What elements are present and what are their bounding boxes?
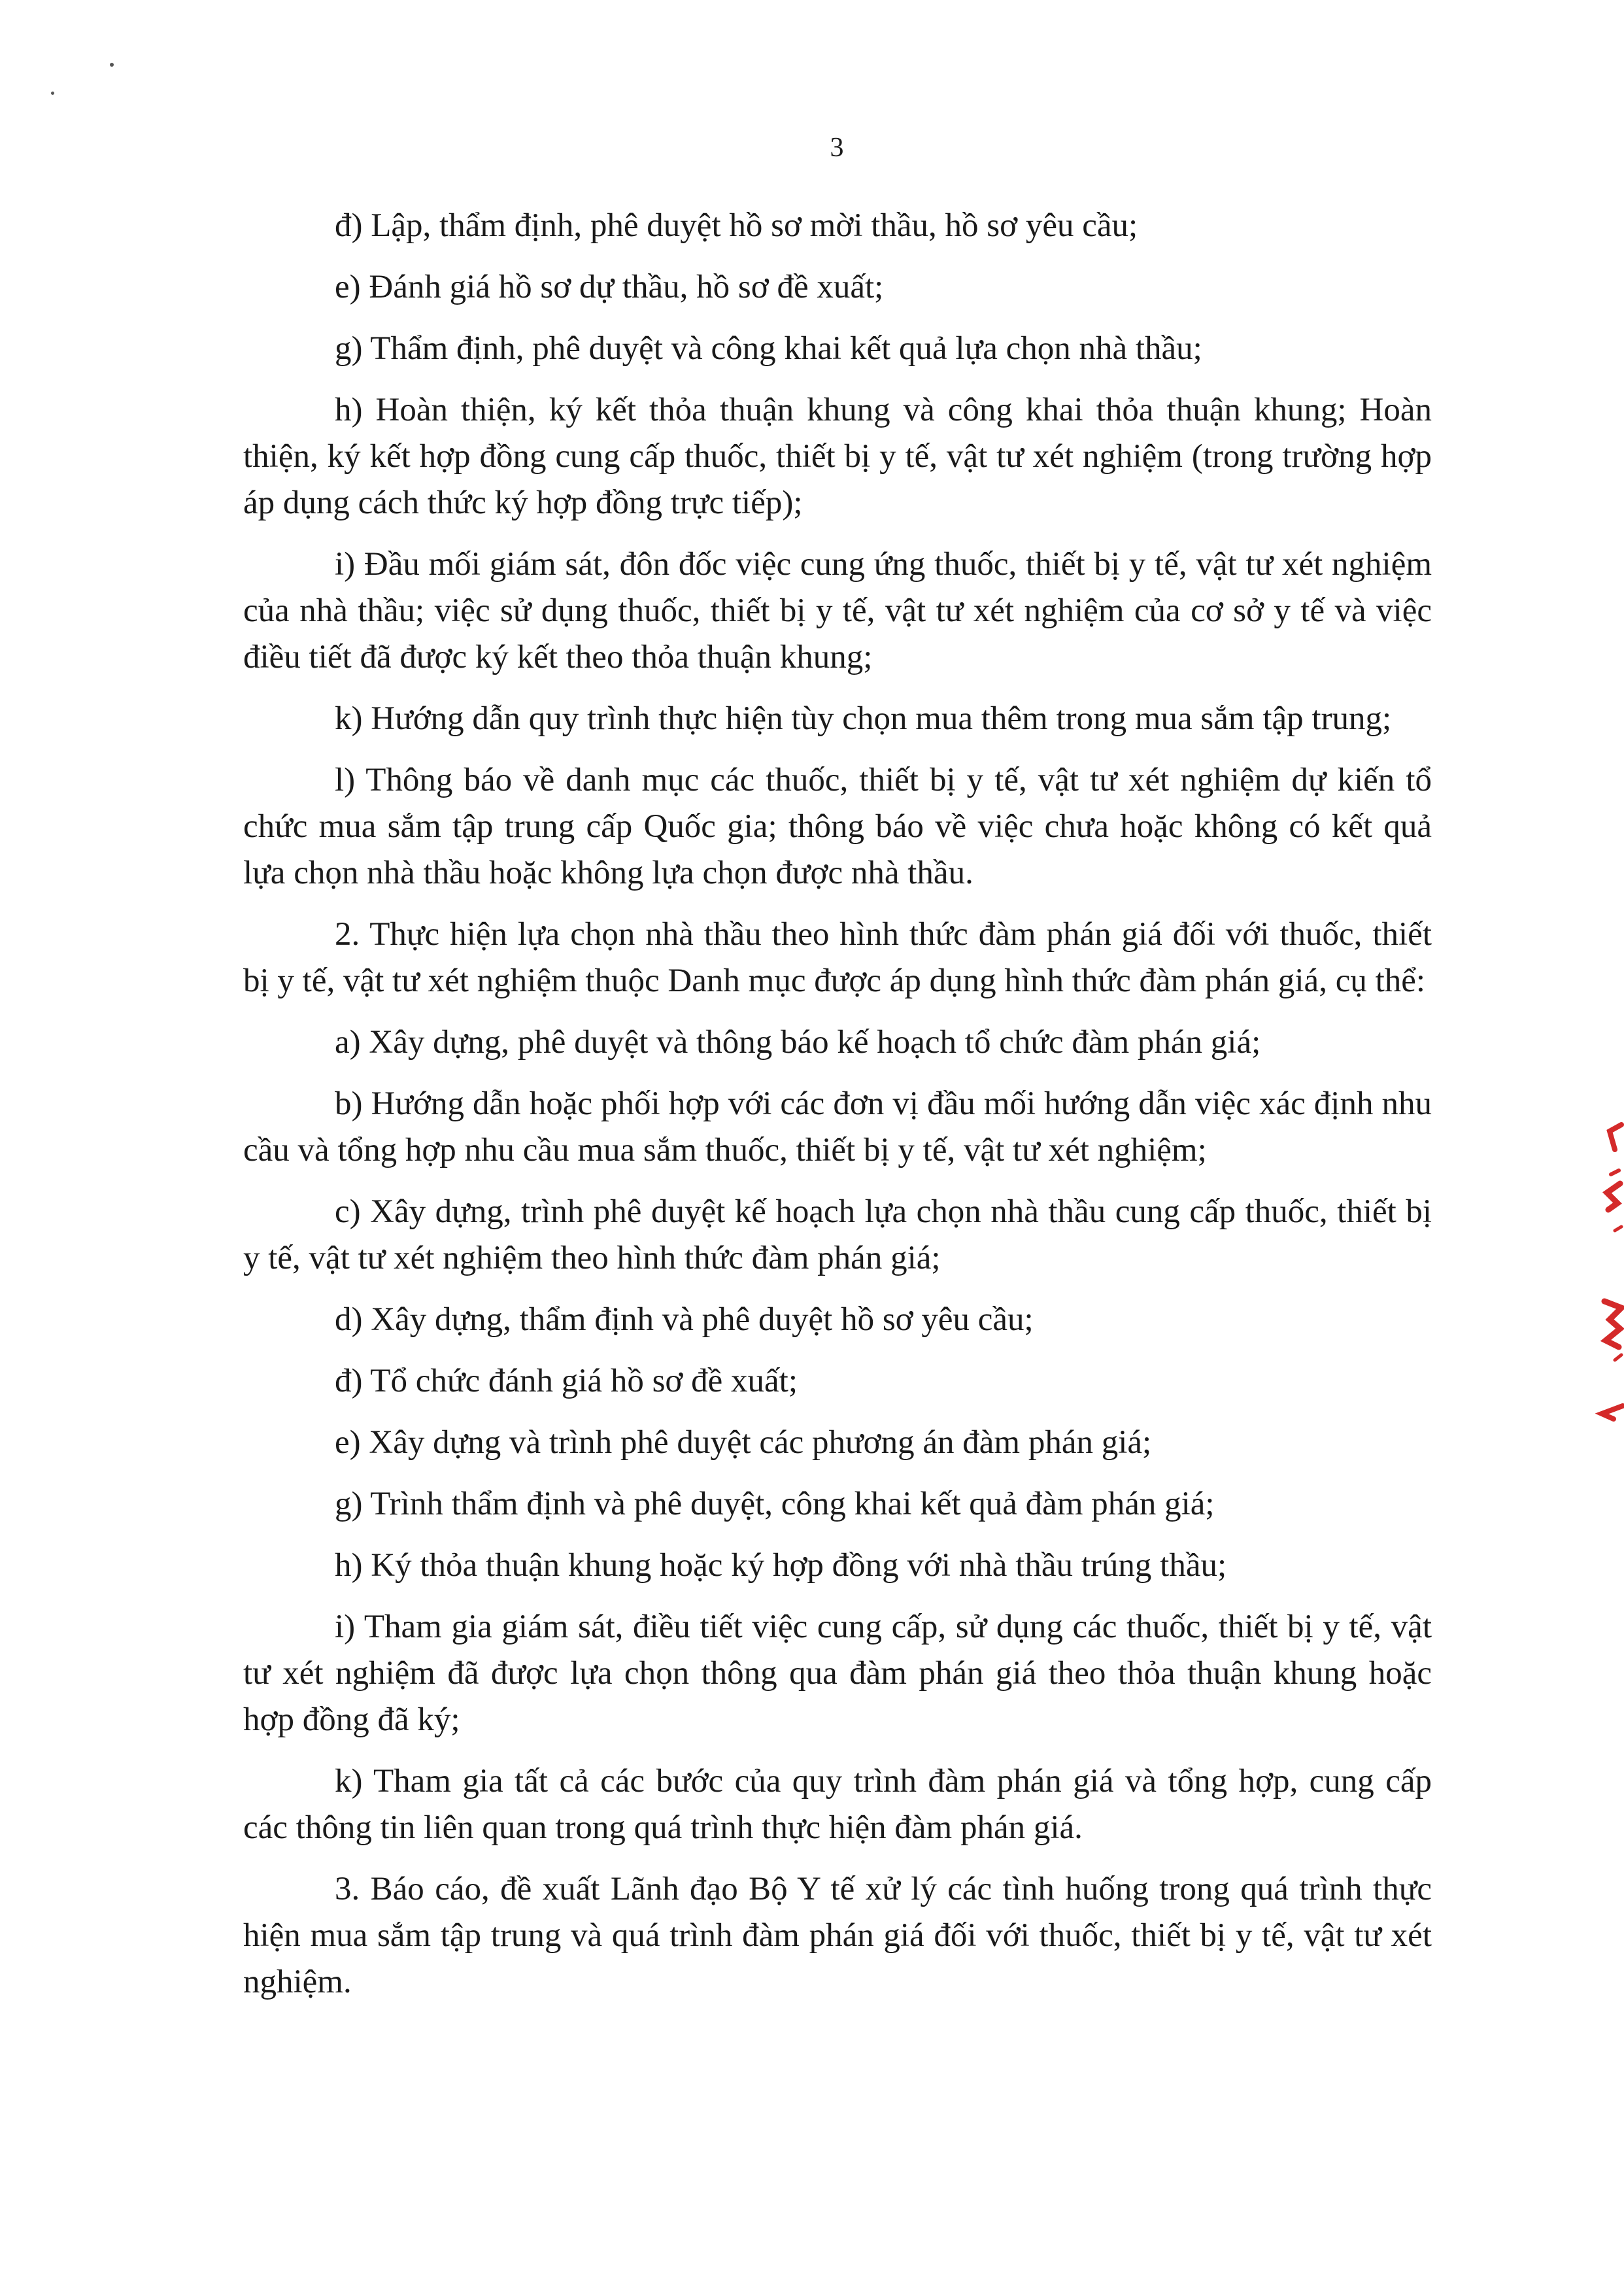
paragraph: i) Đầu mối giám sát, đôn đốc việc cung ứng thuốc, thiết bị y tế, vật tư xét nghiệm của nhà thầu; việc sử dụng thuốc, thiết bị y tế, vật tư xét nghiệm của cơ sở y tế và việc điều tiết đã được ký kết theo thỏa thuận khung; [243,546,1432,675]
paragraph: k) Hướng dẫn quy trình thực hiện tùy chọn mua thêm trong mua sắm tập trung; [335,700,1392,737]
paragraph: đ) Tổ chức đánh giá hồ sơ đề xuất; [335,1363,798,1399]
scan-speck [51,92,54,95]
paragraph: 3. Báo cáo, đề xuất Lãnh đạo Bộ Y tế xử lý các tình huống trong quá trình thực hiện mua sắm tập trung và quá trình đàm phán giá đối với thuốc, thiết bị y tế, vật tư xét nghiệm. [243,1871,1432,2000]
paragraph: e) Đánh giá hồ sơ dự thầu, hồ sơ đề xuất; [335,269,884,305]
paragraph: h) Hoàn thiện, ký kết thỏa thuận khung và công khai thỏa thuận khung; Hoàn thiện, ký kết hợp đồng cung cấp thuốc, thiết bị y tế, vật tư xét nghiệm (trong trường hợp áp dụng cách thức ký hợp đồng trực tiếp); [243,392,1432,521]
paragraph: g) Trình thẩm định và phê duyệt, công khai kết quả đàm phán giá; [335,1486,1215,1522]
paragraph: g) Thẩm định, phê duyệt và công khai kết quả lựa chọn nhà thầu; [335,330,1202,367]
paragraph: e) Xây dựng và trình phê duyệt các phương án đàm phán giá; [335,1424,1152,1461]
seal-stamp-marks [1602,1125,1623,1419]
paragraph: l) Thông báo về danh mục các thuốc, thiết bị y tế, vật tư xét nghiệm dự kiến tổ chức mua sắm tập trung cấp Quốc gia; thông báo về việc chưa hoặc không có kết quả lựa chọn nhà thầu hoặc không lựa chọn được nhà thầu. [243,762,1432,891]
paragraph: b) Hướng dẫn hoặc phối hợp với các đơn vị đầu mối hướng dẫn việc xác định nhu cầu và tổng hợp nhu cầu mua sắm thuốc, thiết bị y tế, vật tư xét nghiệm; [243,1085,1432,1169]
paragraph: h) Ký thỏa thuận khung hoặc ký hợp đồng với nhà thầu trúng thầu; [335,1547,1227,1584]
paragraph: a) Xây dựng, phê duyệt và thông báo kế hoạch tổ chức đàm phán giá; [335,1024,1261,1061]
paragraph: d) Xây dựng, thẩm định và phê duyệt hồ sơ yêu cầu; [335,1301,1034,1338]
paragraph: đ) Lập, thẩm định, phê duyệt hồ sơ mời thầu, hồ sơ yêu cầu; [335,207,1138,244]
scan-speck [110,63,114,67]
document-body [243,203,1432,2021]
seal-stamp-fragment [1595,1112,1624,1478]
page-number: 3 [830,133,844,163]
paragraph: k) Tham gia tất cả các bước của quy trình đàm phán giá và tổng hợp, cung cấp các thông tin liên quan trong quá trình thực hiện đàm phán giá. [243,1763,1432,1846]
paragraph: i) Tham gia giám sát, điều tiết việc cung cấp, sử dụng các thuốc, thiết bị y tế, vật tư xét nghiệm đã được lựa chọn thông qua đàm phán giá theo thỏa thuận khung hoặc hợp đồng đã ký; [243,1609,1432,1738]
paragraph: 2. Thực hiện lựa chọn nhà thầu theo hình thức đàm phán giá đối với thuốc, thiết bị y tế, vật tư xét nghiệm thuộc Danh mục được áp dụng hình thức đàm phán giá, cụ thể: [243,916,1432,999]
paragraph: c) Xây dựng, trình phê duyệt kế hoạch lựa chọn nhà thầu cung cấp thuốc, thiết bị y tế, vật tư xét nghiệm theo hình thức đàm phán giá; [243,1193,1432,1276]
